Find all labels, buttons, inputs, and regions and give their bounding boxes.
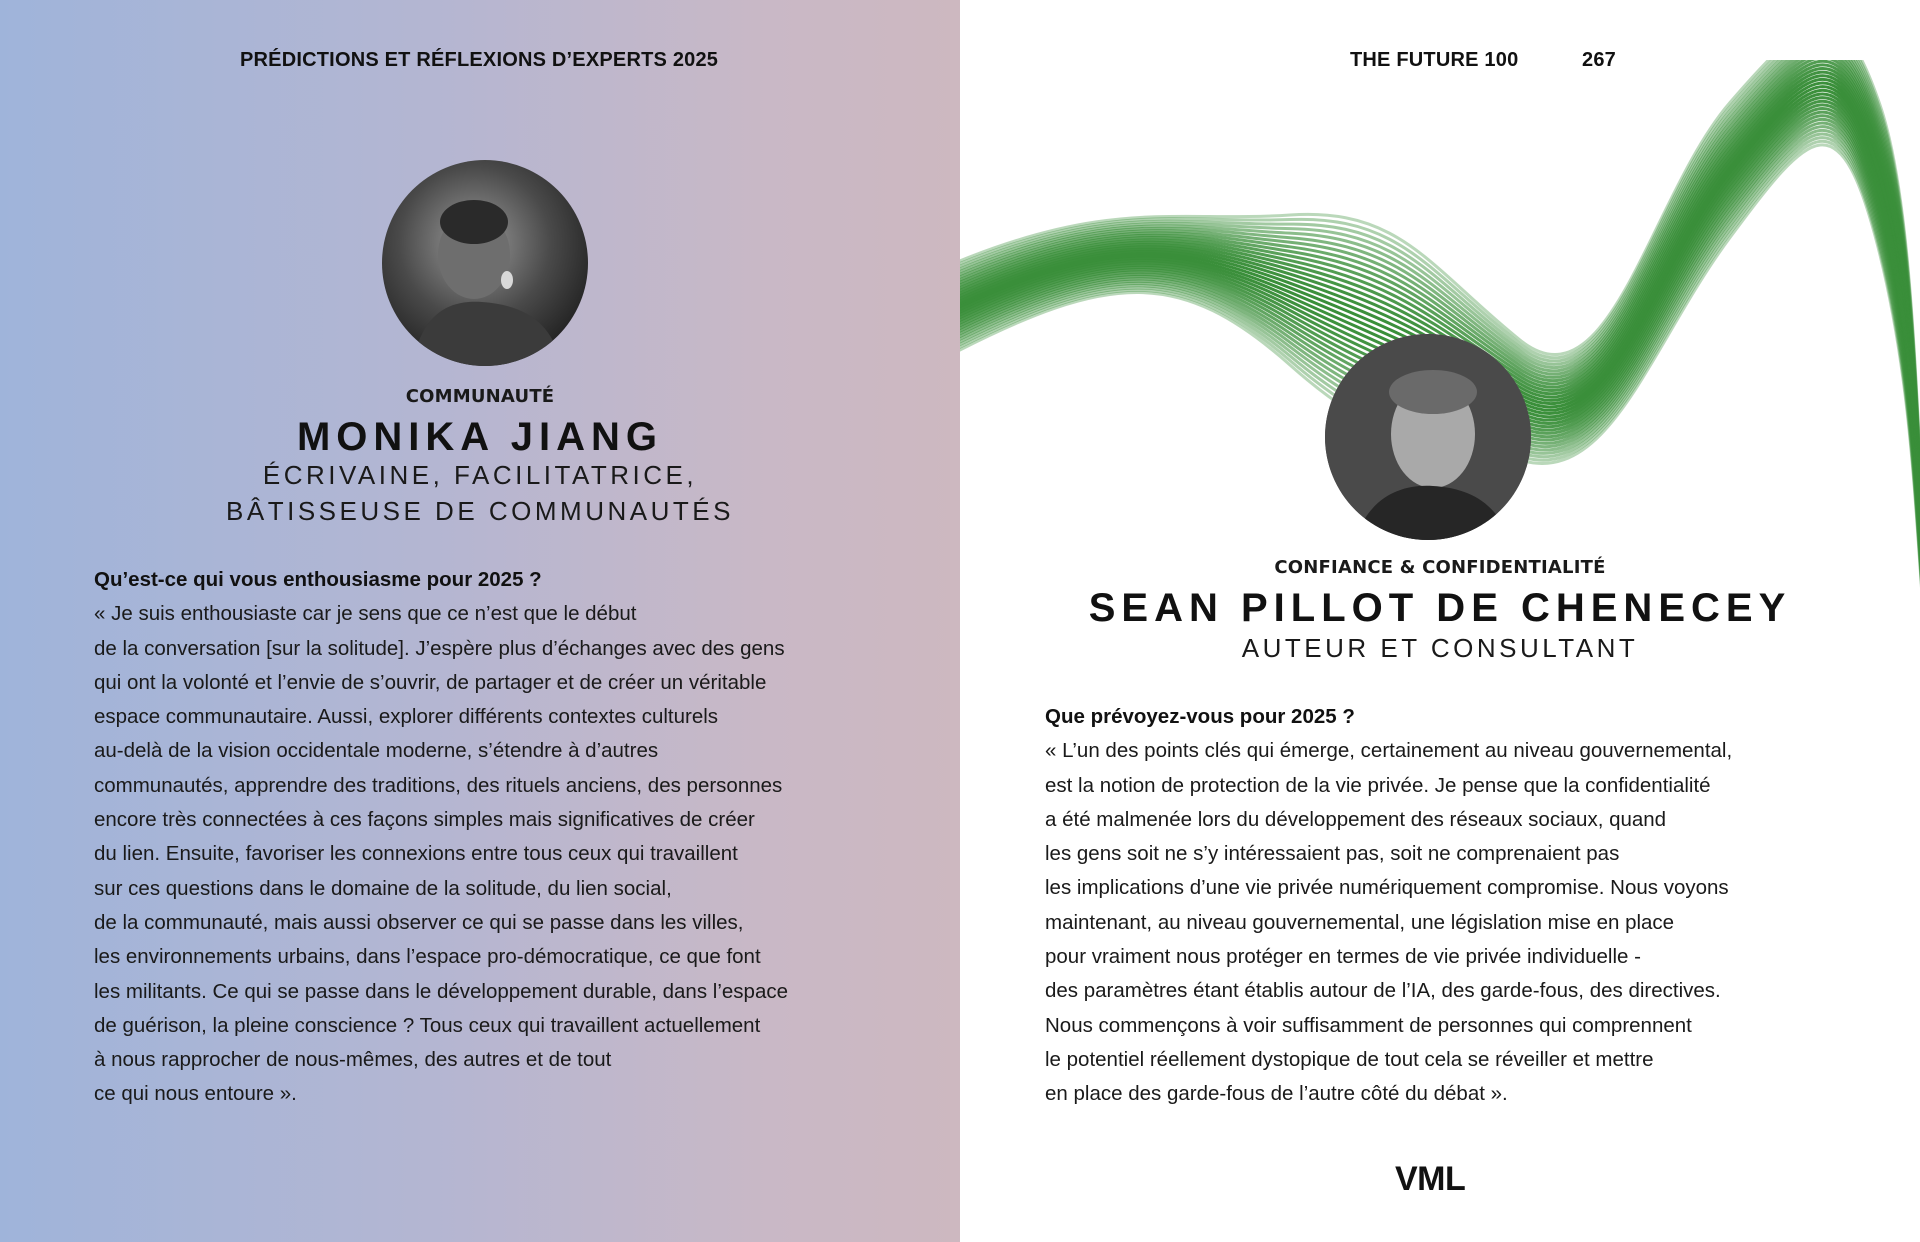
answer-line: maintenant, au niveau gouvernemental, une législation mise en place xyxy=(1045,910,1675,934)
interview-block xyxy=(1045,700,1875,1112)
answer-line: ce qui nous entoure ». xyxy=(94,1082,297,1106)
expert-name: SEAN PILLOT DE CHENECEY xyxy=(1088,586,1792,630)
answer-line: espace communautaire. Aussi, explorer différents contextes culturels xyxy=(94,705,719,729)
answer-line: « L’un des points clés qui émerge, certainement au niveau gouvernemental, xyxy=(1045,739,1733,763)
answer-line: qui ont la volonté et l’envie de s’ouvrir, de partager et de créer un véritable xyxy=(94,670,767,694)
answer-line: de guérison, la pleine conscience ? Tous ceux qui travaillent actuellement xyxy=(94,1013,761,1037)
portrait-sean-pillot-de-chenecey xyxy=(1325,334,1531,540)
question: Qu’est-ce qui vous enthousiasme pour 2025 ? xyxy=(94,568,542,591)
answer-line: des paramètres étant établis autour de l’IA, des garde-fous, des directives. xyxy=(1045,979,1721,1003)
answer-line: encore très connectées à ces façons simples mais significatives de créer xyxy=(94,808,755,832)
answer-line: est la notion de protection de la vie privée. Je pense que la confidentialité xyxy=(1045,773,1711,797)
answer-line: Nous commençons à voir suffisamment de personnes qui comprennent xyxy=(1045,1013,1692,1037)
answer-line: de la conversation [sur la solitude]. J’espère plus d’échanges avec des gens xyxy=(94,636,785,660)
interview-block xyxy=(94,563,914,1112)
expert-name: MONIKA JIANG xyxy=(296,415,664,459)
answer-line: le potentiel réellement dystopique de tout cela se réveiller et mettre xyxy=(1045,1047,1654,1071)
expert-role: AUTEUR ET CONSULTANT xyxy=(1241,633,1639,663)
question: Que prévoyez-vous pour 2025 ? xyxy=(1045,705,1355,728)
answer-line: au-delà de la vision occidentale moderne, s’étendre à d’autres xyxy=(94,739,659,763)
answer-line: sur ces questions dans le domaine de la solitude, du lien social, xyxy=(94,876,672,900)
answer-line: de la communauté, mais aussi observer ce qui se passe dans les villes, xyxy=(94,910,744,934)
answer-line: les implications d’une vie privée numériquement compromise. Nous voyons xyxy=(1045,876,1729,900)
vml-logo: VML xyxy=(1395,1160,1466,1198)
answer-line: « Je suis enthousiaste car je sens que ce n’est que le début xyxy=(94,602,637,626)
answer-line: du lien. Ensuite, favoriser les connexions entre tous ceux qui travaillent xyxy=(94,842,738,866)
answer-line: à nous rapprocher de nous-mêmes, des autres et de tout xyxy=(94,1048,612,1072)
running-head-left: PRÉDICTIONS ET RÉFLEXIONS D’EXPERTS 2025 xyxy=(240,49,719,71)
answer-line: en place des garde-fous de l’autre côté du débat ». xyxy=(1045,1082,1508,1106)
answer-line: les environnements urbains, dans l’espace pro-démocratique, ce que font xyxy=(94,945,761,969)
answer-line: pour vraiment nous protéger en termes de vie privée individuelle - xyxy=(1045,945,1641,969)
answer-line: communautés, apprendre des traditions, des rituels anciens, des personnes xyxy=(94,773,783,797)
answer-line: les gens soit ne s’y intéressaient pas, soit ne comprenaient pas xyxy=(1045,842,1620,866)
category-label: CONFIANCE & CONFIDENTIALITÉ xyxy=(1274,557,1606,578)
right-page xyxy=(960,0,1920,1242)
expert-role-line-2: BÂTISSEUSE DE COMMUNAUTÉS xyxy=(226,496,734,526)
category-label: COMMUNAUTÉ xyxy=(405,386,555,407)
page-number: 267 xyxy=(1582,49,1616,71)
answer-line: les militants. Ce qui se passe dans le développement durable, dans l’espace xyxy=(94,979,788,1003)
expert-role-line-1: ÉCRIVAINE, FACILITATRICE, xyxy=(262,460,698,490)
answer-line: a été malmenée lors du développement des réseaux sociaux, quand xyxy=(1045,807,1667,831)
running-head-right: THE FUTURE 100 xyxy=(1350,49,1519,71)
portrait-monika-jiang xyxy=(382,160,588,366)
